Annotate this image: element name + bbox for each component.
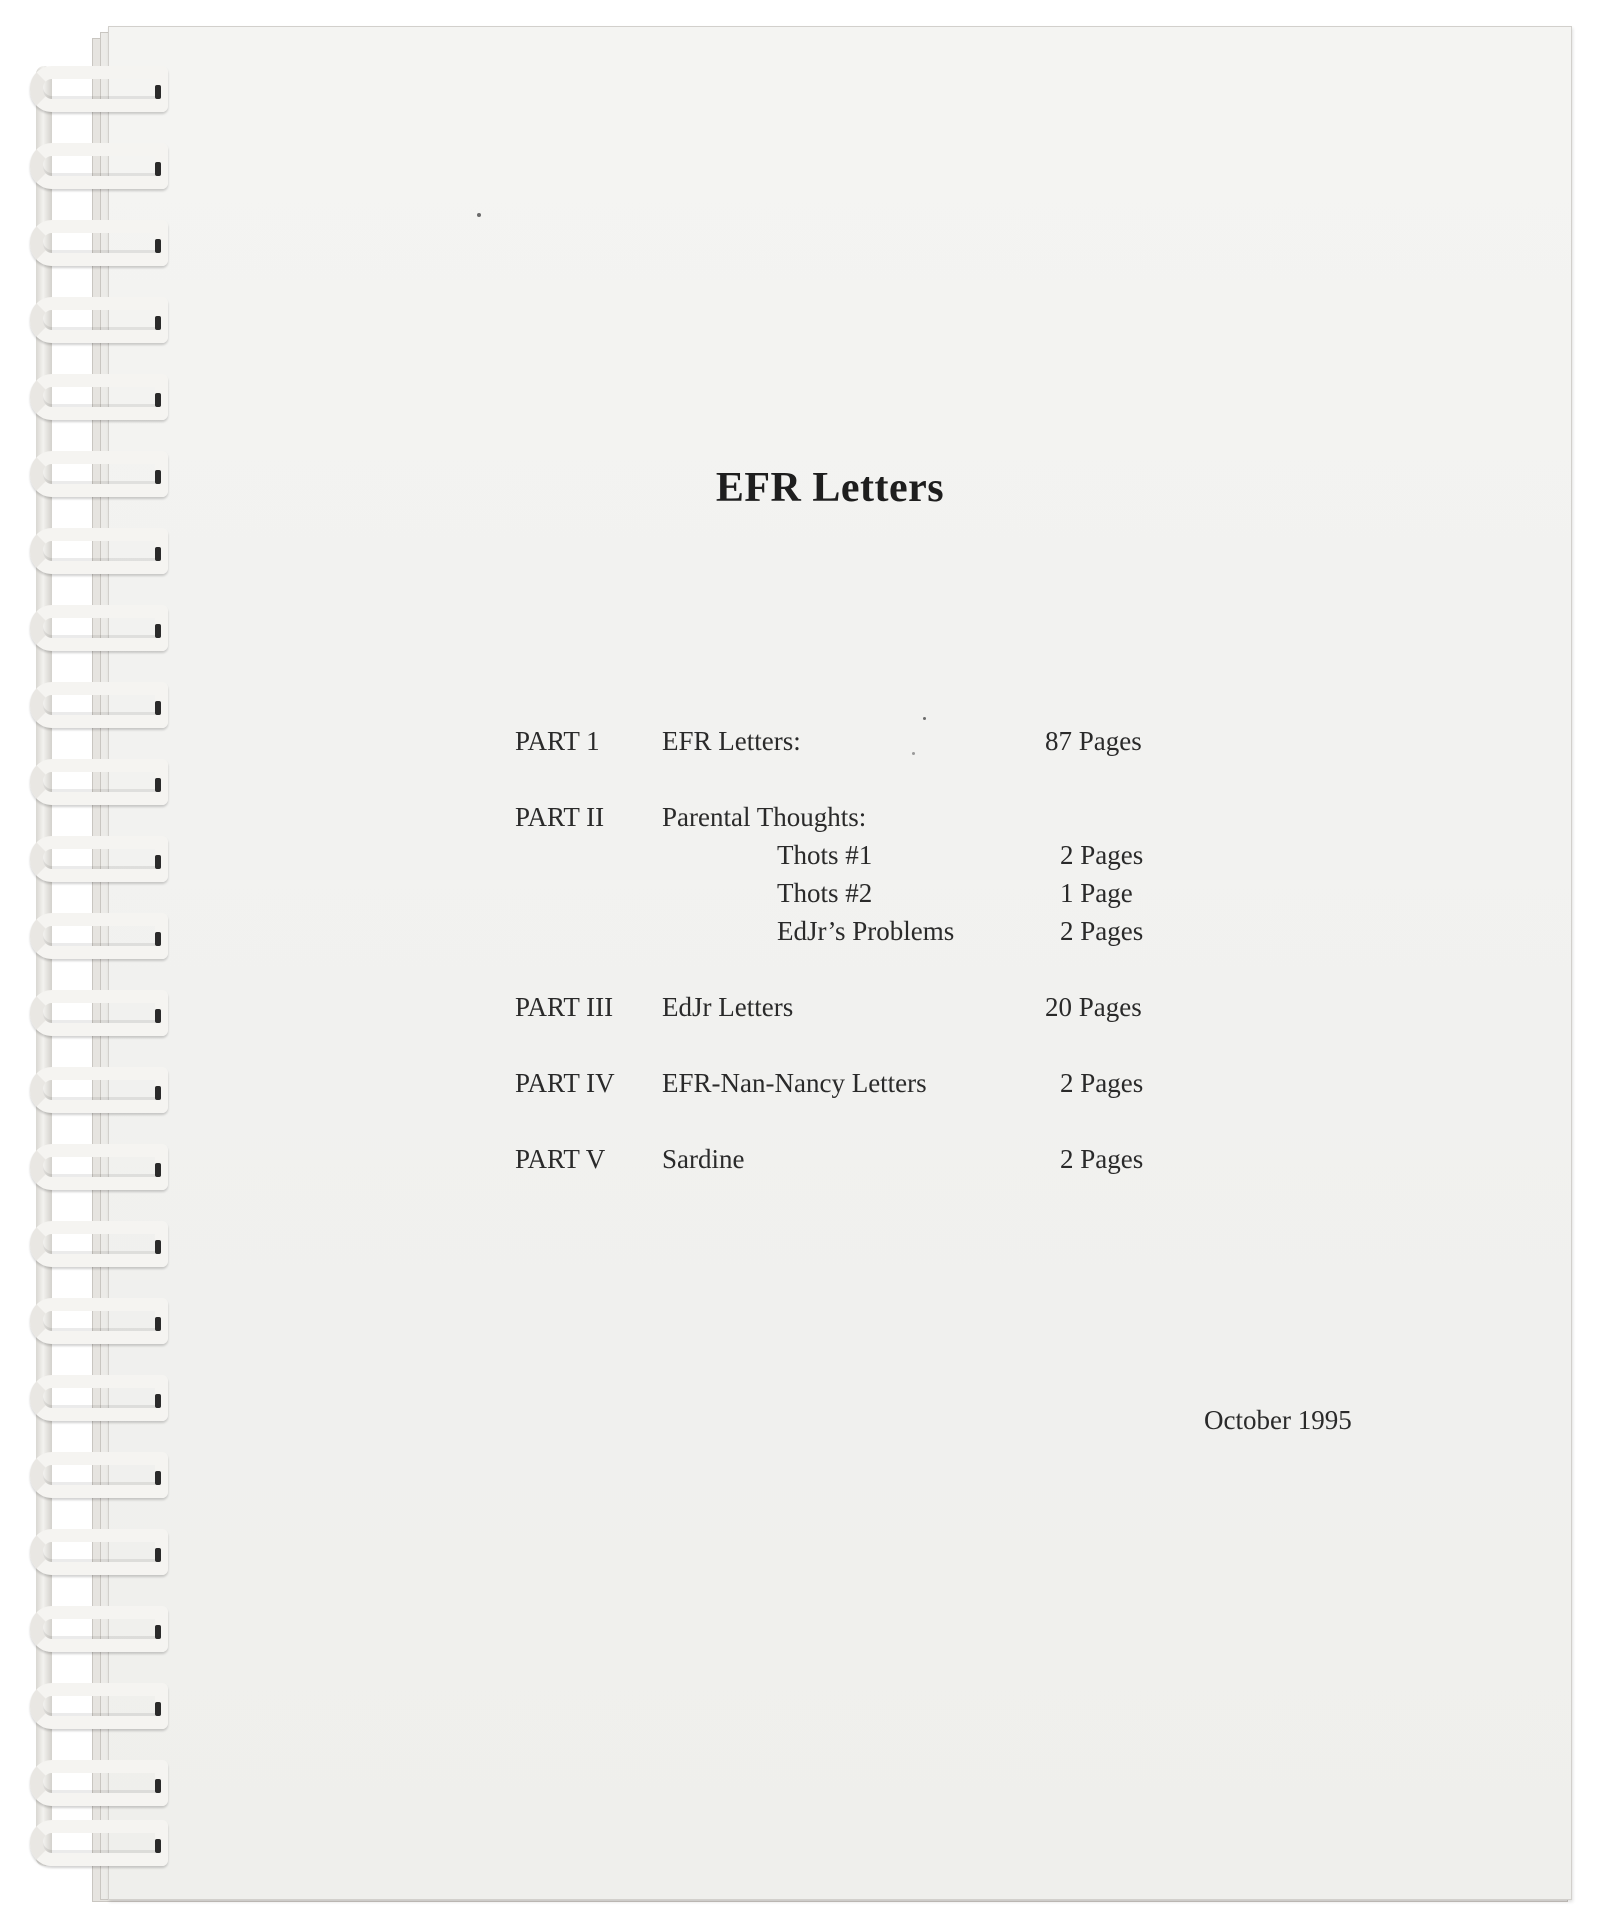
binding-ring bbox=[30, 1452, 168, 1498]
binding-ring bbox=[30, 220, 168, 266]
binding-ring bbox=[30, 836, 168, 882]
toc-part: PART 1 bbox=[515, 726, 600, 756]
binding-ring bbox=[30, 682, 168, 728]
document-title: EFR Letters bbox=[715, 465, 945, 511]
binding-ring bbox=[30, 990, 168, 1036]
toc-row bbox=[515, 726, 1215, 760]
toc-part: PART III bbox=[515, 992, 614, 1022]
comb-binding bbox=[22, 66, 172, 1866]
binding-ring bbox=[30, 66, 168, 112]
toc-subsection-name: Thots #1 bbox=[777, 840, 873, 870]
paper-speck bbox=[477, 213, 481, 217]
toc-section-name: EdJr Letters bbox=[662, 992, 794, 1022]
binding-ring bbox=[30, 605, 168, 651]
binding-ring bbox=[30, 1221, 168, 1267]
toc-subrow bbox=[515, 916, 1215, 950]
toc-page-count: 2 Pages bbox=[1060, 1144, 1144, 1174]
document-date: October 1995 bbox=[1204, 1405, 1352, 1435]
toc-row bbox=[515, 802, 1215, 836]
toc-part: PART II bbox=[515, 802, 605, 832]
binding-ring bbox=[30, 913, 168, 959]
toc-row bbox=[515, 1144, 1215, 1178]
toc-subsection-name: EdJr’s Problems bbox=[777, 916, 955, 946]
toc-page-count: 2 Pages bbox=[1060, 840, 1144, 870]
toc-row bbox=[515, 1068, 1215, 1102]
toc-part: PART V bbox=[515, 1144, 606, 1174]
toc-section-name: Parental Thoughts: bbox=[662, 802, 867, 832]
binding-ring bbox=[30, 297, 168, 343]
binding-ring bbox=[30, 759, 168, 805]
toc-page-count: 20 Pages bbox=[1045, 992, 1142, 1022]
binding-ring bbox=[30, 143, 168, 189]
binding-ring bbox=[30, 1298, 168, 1344]
binding-ring bbox=[30, 1820, 168, 1866]
paper-speck bbox=[923, 717, 926, 720]
toc-row bbox=[515, 992, 1215, 1026]
binding-ring bbox=[30, 1529, 168, 1575]
toc-section-name: Sardine bbox=[662, 1144, 745, 1174]
binding-ring bbox=[30, 1144, 168, 1190]
toc-page-count: 87 Pages bbox=[1045, 726, 1142, 756]
toc-page-count: 1 Page bbox=[1060, 878, 1133, 908]
cover-page bbox=[108, 26, 1572, 1900]
toc-part: PART IV bbox=[515, 1068, 615, 1098]
binding-ring bbox=[30, 1760, 168, 1806]
toc-section-name: EFR-Nan-Nancy Letters bbox=[662, 1068, 927, 1098]
toc-section-name: EFR Letters: bbox=[662, 726, 801, 756]
toc-subrow bbox=[515, 840, 1215, 874]
toc-page-count: 2 Pages bbox=[1060, 916, 1144, 946]
toc-subsection-name: Thots #2 bbox=[777, 878, 873, 908]
toc-subrow bbox=[515, 878, 1215, 912]
binding-ring bbox=[30, 1375, 168, 1421]
binding-ring bbox=[30, 1683, 168, 1729]
binding-ring bbox=[30, 374, 168, 420]
toc-page-count: 2 Pages bbox=[1060, 1068, 1144, 1098]
binding-ring bbox=[30, 1067, 168, 1113]
binding-ring bbox=[30, 1606, 168, 1652]
binding-ring bbox=[30, 528, 168, 574]
